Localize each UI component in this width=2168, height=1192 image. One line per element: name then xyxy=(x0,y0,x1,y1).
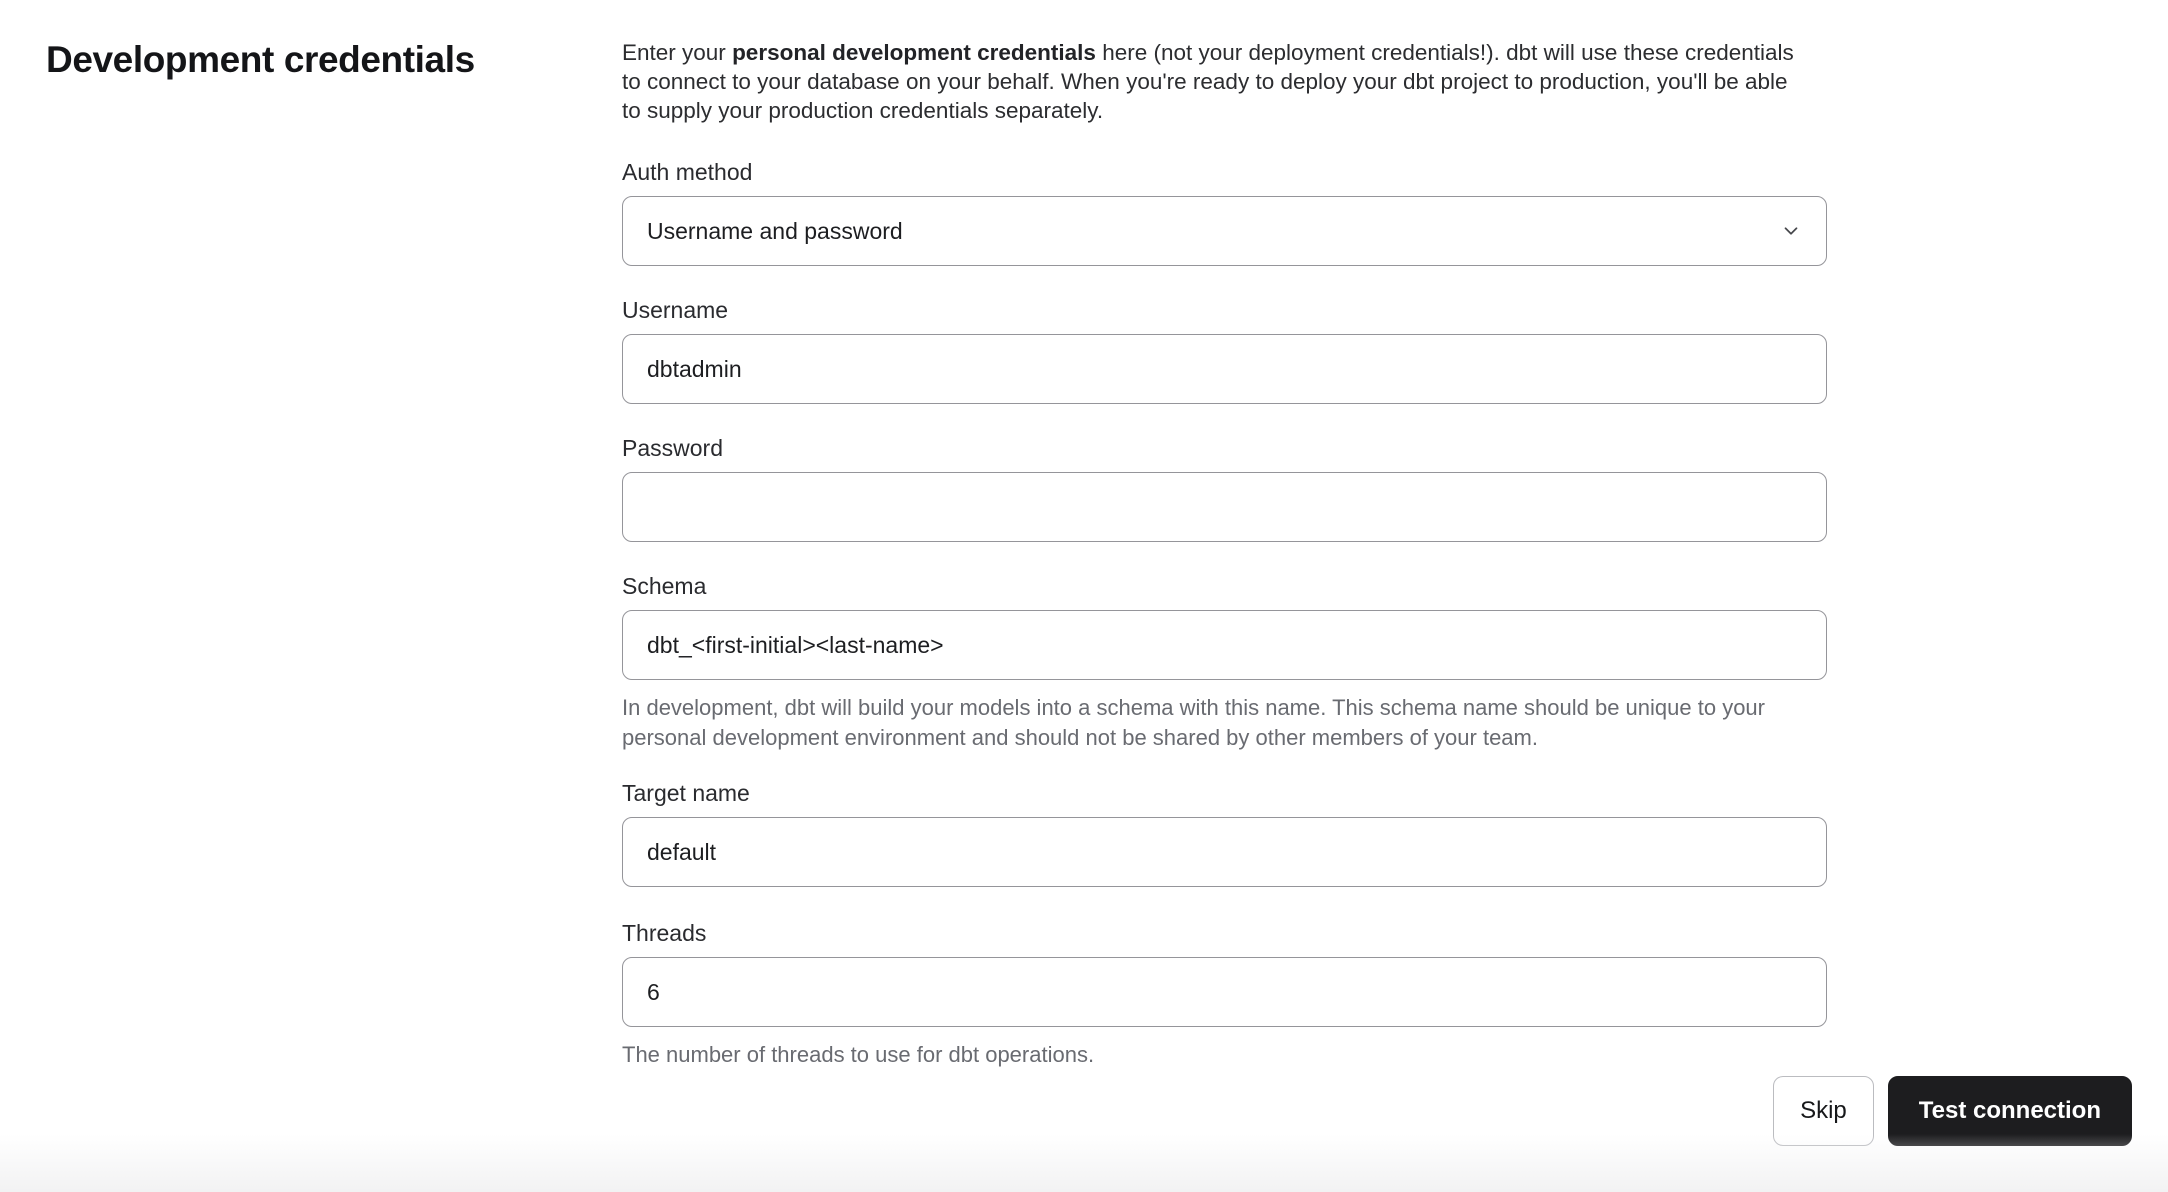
password-label: Password xyxy=(622,435,723,461)
intro-suffix: here (not your deployment credentials!). dbt will use these credentials to connect to your database on your behalf. When you're ready to deploy your dbt project to production, you'll be able to supply your production credentials separately. xyxy=(622,40,1794,123)
threads-group xyxy=(622,919,1827,1070)
test-connection-button[interactable]: Test connection xyxy=(1888,1076,2132,1146)
schema-help-text: In development, dbt will build your models into a schema with this name. This schema name should be unique to your personal development environment and should not be shared by other members of your team. xyxy=(622,695,1765,750)
chevron-down-icon xyxy=(1780,220,1802,242)
target-name-group xyxy=(622,779,1827,887)
threads-input[interactable] xyxy=(622,957,1827,1027)
intro-text xyxy=(622,38,1802,125)
password-group xyxy=(622,434,1827,542)
section-heading-column xyxy=(0,38,622,82)
username-input[interactable] xyxy=(622,334,1827,404)
credentials-form xyxy=(622,38,1827,1100)
schema-input[interactable] xyxy=(622,610,1827,680)
auth-method-label: Auth method xyxy=(622,159,753,185)
page-title: Development credentials xyxy=(46,39,475,80)
footer-actions xyxy=(1773,1076,2132,1146)
password-input[interactable] xyxy=(622,472,1827,542)
intro-prefix: Enter your xyxy=(622,40,733,65)
username-group xyxy=(622,296,1827,404)
threads-help-text: The number of threads to use for dbt operations. xyxy=(622,1042,1095,1067)
schema-group xyxy=(622,572,1827,753)
auth-method-group xyxy=(622,158,1827,266)
target-name-input[interactable] xyxy=(622,817,1827,887)
auth-method-value: Username and password xyxy=(647,217,903,244)
target-name-label: Target name xyxy=(622,780,750,806)
skip-button[interactable]: Skip xyxy=(1773,1076,1874,1146)
schema-label: Schema xyxy=(622,573,707,599)
intro-bold: personal development credentials xyxy=(732,40,1096,65)
threads-label: Threads xyxy=(622,920,707,946)
auth-method-select[interactable] xyxy=(622,196,1827,266)
username-label: Username xyxy=(622,297,729,323)
